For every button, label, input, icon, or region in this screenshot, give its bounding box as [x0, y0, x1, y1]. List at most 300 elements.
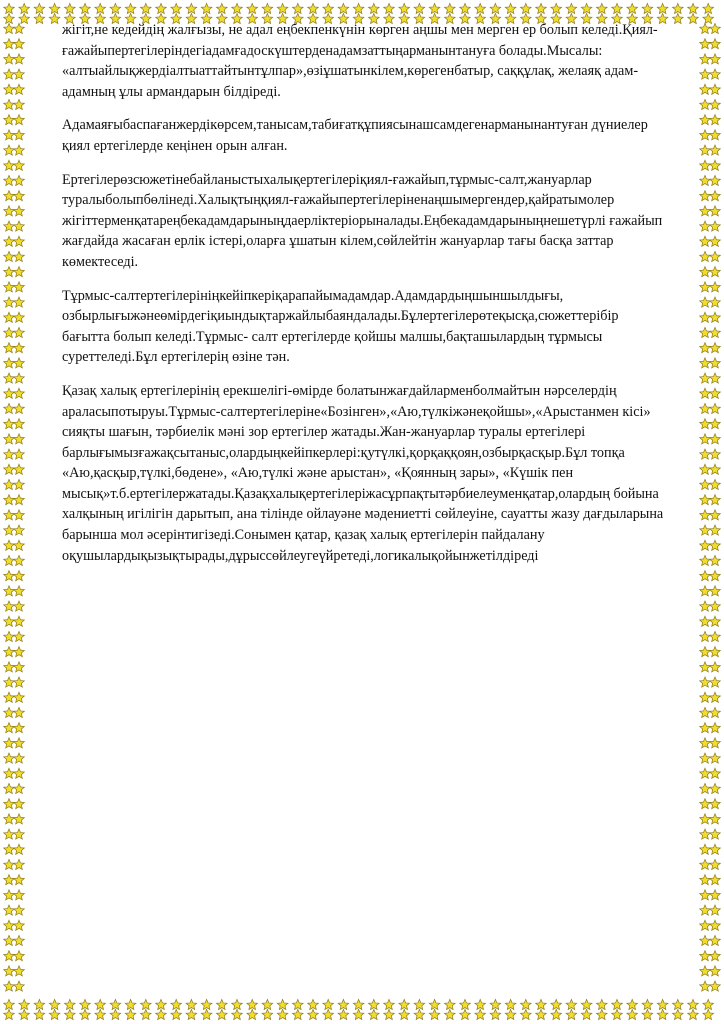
star-icon [49, 999, 60, 1009]
star-icon [125, 1009, 136, 1019]
star-icon [700, 601, 711, 611]
star-icon [700, 23, 711, 33]
star-icon [171, 3, 182, 13]
star-icon [710, 662, 721, 672]
star-icon [14, 251, 25, 261]
star-icon [4, 69, 15, 79]
star-icon [110, 3, 121, 13]
star-icon [710, 327, 721, 337]
star-icon [19, 1009, 30, 1019]
star-icon [14, 555, 25, 565]
star-icon [292, 3, 303, 13]
star-icon [475, 3, 486, 13]
star-icon [14, 145, 25, 155]
star-icon [505, 999, 516, 1009]
star-icon [4, 434, 15, 444]
star-icon [460, 999, 471, 1009]
star-icon [710, 358, 721, 368]
star-icon [710, 571, 721, 581]
star-icon [700, 130, 711, 140]
star-icon [710, 738, 721, 748]
star-icon [14, 935, 25, 945]
star-icon [596, 1009, 607, 1019]
star-icon [710, 115, 721, 125]
star-icon [49, 1009, 60, 1019]
star-icon [688, 1009, 699, 1019]
star-icon [700, 753, 711, 763]
star-icon [710, 464, 721, 474]
star-icon [700, 388, 711, 398]
star-icon [700, 647, 711, 657]
star-icon [399, 999, 410, 1009]
star-icon [34, 999, 45, 1009]
star-icon [490, 3, 501, 13]
star-icon [14, 905, 25, 915]
star-icon [186, 999, 197, 1009]
star-icon [34, 3, 45, 13]
star-icon [4, 859, 15, 869]
star-icon [460, 3, 471, 13]
star-icon [700, 616, 711, 626]
star-icon [277, 3, 288, 13]
star-icon [14, 814, 25, 824]
star-icon [4, 966, 15, 976]
star-icon [4, 555, 15, 565]
paragraph-4: Тұрмыс-салтертегілерініңкейіпкеріқарапайымадамдар.Адамдардыңшыншылдығы, озбырлығыжәнеөмірдегіқиындықтаржайлыбаяндалады.Бұлертегілерөтеқысқа,сюжеттерібір бағытта болып келеді.Тұрмыс- салт ертегілерде қойшы малшы,бақташылардың тұрмысы суреттеледі.Бұл ертегілерің өзіне тән. [62, 287, 619, 366]
star-icon [700, 145, 711, 155]
star-icon [710, 707, 721, 717]
star-icon [4, 935, 15, 945]
star-icon [710, 601, 721, 611]
star-icon [429, 999, 440, 1009]
star-icon [399, 3, 410, 13]
star-icon [700, 419, 711, 429]
star-icon [490, 1009, 501, 1019]
star-icon [700, 267, 711, 277]
star-icon [14, 434, 25, 444]
star-icon [14, 738, 25, 748]
star-icon [125, 3, 136, 13]
star-icon [444, 1009, 455, 1019]
star-icon [710, 130, 721, 140]
star-icon [14, 312, 25, 322]
star-icon [710, 859, 721, 869]
star-icon [4, 23, 15, 33]
star-icon [4, 160, 15, 170]
star-icon [14, 540, 25, 550]
star-icon [14, 191, 25, 201]
star-icon [4, 449, 15, 459]
star-icon [201, 999, 212, 1009]
star-icon [581, 1009, 592, 1019]
star-icon [125, 999, 136, 1009]
star-icon [4, 373, 15, 383]
star-icon [140, 1009, 151, 1019]
star-icon [4, 525, 15, 535]
star-icon [460, 1009, 471, 1019]
star-icon [14, 951, 25, 961]
star-icon [700, 662, 711, 672]
star-icon [700, 571, 711, 581]
star-icon [353, 3, 364, 13]
star-icon [186, 1009, 197, 1019]
star-icon [4, 692, 15, 702]
star-icon [4, 343, 15, 353]
star-icon [703, 13, 714, 23]
star-icon [14, 783, 25, 793]
star-icon [140, 3, 151, 13]
star-icon [710, 221, 721, 231]
star-icon [4, 631, 15, 641]
star-icon [14, 571, 25, 581]
star-icon [475, 999, 486, 1009]
star-icon [700, 951, 711, 961]
star-icon [14, 510, 25, 520]
star-icon [80, 999, 91, 1009]
star-icon [14, 373, 25, 383]
star-icon [700, 434, 711, 444]
star-icon [700, 358, 711, 368]
star-icon [14, 403, 25, 413]
star-icon [490, 999, 501, 1009]
star-icon [368, 3, 379, 13]
star-icon [353, 999, 364, 1009]
star-icon [710, 84, 721, 94]
star-icon [14, 753, 25, 763]
star-icon [710, 23, 721, 33]
star-icon [19, 3, 30, 13]
star-icon [262, 3, 273, 13]
star-icon [4, 586, 15, 596]
star-icon [49, 13, 60, 23]
star-icon [14, 69, 25, 79]
star-icon [700, 464, 711, 474]
star-icon [710, 768, 721, 778]
star-icon [156, 999, 167, 1009]
star-icon [384, 1009, 395, 1019]
star-icon [14, 297, 25, 307]
star-icon [642, 1009, 653, 1019]
star-icon [14, 327, 25, 337]
star-icon [688, 3, 699, 13]
star-icon [551, 3, 562, 13]
star-icon [700, 783, 711, 793]
star-icon [338, 999, 349, 1009]
star-icon [14, 221, 25, 231]
star-icon [710, 753, 721, 763]
star-icon [710, 920, 721, 930]
star-icon [4, 191, 15, 201]
star-icon [14, 647, 25, 657]
star-icon [710, 647, 721, 657]
star-icon [700, 312, 711, 322]
star-icon [700, 495, 711, 505]
star-icon [700, 890, 711, 900]
star-icon [247, 3, 258, 13]
star-icon [700, 707, 711, 717]
star-icon [710, 373, 721, 383]
star-icon [627, 3, 638, 13]
star-icon [700, 814, 711, 824]
star-icon [710, 69, 721, 79]
star-icon [414, 1009, 425, 1019]
star-icon [700, 723, 711, 733]
star-icon [247, 999, 258, 1009]
star-icon [710, 905, 721, 915]
star-icon [14, 662, 25, 672]
star-icon [700, 206, 711, 216]
star-icon [566, 3, 577, 13]
star-icon [277, 999, 288, 1009]
star-icon [710, 419, 721, 429]
star-icon [710, 434, 721, 444]
star-icon [710, 312, 721, 322]
star-icon [14, 115, 25, 125]
star-icon [14, 601, 25, 611]
star-icon [414, 3, 425, 13]
star-icon [444, 999, 455, 1009]
star-icon [4, 814, 15, 824]
star-icon [672, 999, 683, 1009]
star-icon [700, 935, 711, 945]
star-icon [4, 130, 15, 140]
star-icon [700, 692, 711, 702]
paragraph-3: Ертегілерөзсюжетінебайланыстыхалықертегілеріқиял-ғажайып,тұрмыс-салт,жануарлар туралыболыпбөлінеді.Халықтыңқиял-ғажайыпертегілеріненаңшымергендер,қайратымолер жігіттерменқатареңбекадамдарыныңдаерліктеріорыналады.Еңбекадамдарыныңнешетүрлі ғажайып жағдайда жасаған ерлік істері,оларға ұшатын кілем,сөйлейтін жануарлар тағы басқа заттар көмектеседі. [62, 171, 663, 270]
star-icon [4, 115, 15, 125]
star-icon [520, 999, 531, 1009]
star-icon [14, 267, 25, 277]
star-icon [216, 1009, 227, 1019]
star-icon [536, 3, 547, 13]
star-icon [627, 1009, 638, 1019]
star-icon [4, 799, 15, 809]
star-icon [14, 799, 25, 809]
star-icon [14, 631, 25, 641]
star-icon [703, 999, 714, 1009]
star-icon [429, 1009, 440, 1019]
star-icon [710, 525, 721, 535]
star-icon [700, 175, 711, 185]
star-icon [384, 3, 395, 13]
star-icon [4, 3, 15, 13]
star-icon [64, 3, 75, 13]
star-icon [4, 282, 15, 292]
star-icon [688, 999, 699, 1009]
star-icon [80, 3, 91, 13]
star-icon [710, 388, 721, 398]
star-icon [700, 859, 711, 869]
paragraph-5: Қазақ халық ертегілерінің ерекшелігі-өмірде болатынжағдайларменболмайтын нәрселердің араласыпотыруы.Тұрмыс-салтертегілеріне«Бозінген»,«Аю,түлкіжәнеқойшы»,«Арыстанмен кісі» сияқты шағын, тәрбиелік мәні зор ертегілер жатады.Жан-жануарлар туралы ертегілері барлығымызғажақсытаныс,олардыңкейіпкерлері:қутүлкі,қорқаққоян,озбырқасқыр.Бұл топқа «Аю,қасқыр,түлкі,бөдене», «Аю,түлкі және арыстан», «Қоянның зары», «Күшік пен мысық»т.б.ертегілержатады.Қазақхалықертегілеріжасұрпақтытәрбиелеуменқатар,олардың бойына халқының игілігін дарытып, ана тілінде ойлауәне мәдениетті сөйлеуіне, сауатты жазу дағдыларына барынша мол әсерінтигізеді.Сонымен қатар, қазақ халық ертегілерін пайдалану оқушылардықызықтырады,дұрыссөйлеугеүйретеді,логикалықойынжетілдіреді [62, 382, 664, 564]
star-icon [4, 905, 15, 915]
star-icon [700, 84, 711, 94]
star-icon [505, 3, 516, 13]
star-icon [14, 829, 25, 839]
star-icon [700, 221, 711, 231]
star-icon [710, 343, 721, 353]
star-icon [536, 1009, 547, 1019]
star-icon [627, 999, 638, 1009]
star-icon [14, 449, 25, 459]
star-icon [4, 99, 15, 109]
star-icon [14, 160, 25, 170]
star-icon [4, 419, 15, 429]
star-icon [368, 999, 379, 1009]
star-icon [14, 707, 25, 717]
star-icon [232, 999, 243, 1009]
star-icon [700, 768, 711, 778]
star-icon [4, 13, 15, 23]
star-icon [672, 13, 683, 23]
star-icon [700, 191, 711, 201]
star-icon [338, 3, 349, 13]
star-icon [710, 251, 721, 261]
star-icon [201, 3, 212, 13]
star-icon [700, 844, 711, 854]
star-icon [14, 84, 25, 94]
star-icon [429, 3, 440, 13]
star-icon [14, 920, 25, 930]
star-icon [710, 206, 721, 216]
star-icon [703, 3, 714, 13]
star-icon [4, 495, 15, 505]
star-icon [4, 647, 15, 657]
star-icon [700, 69, 711, 79]
star-icon [566, 1009, 577, 1019]
star-icon [323, 3, 334, 13]
star-icon [64, 1009, 75, 1019]
star-icon [700, 510, 711, 520]
star-icon [14, 206, 25, 216]
star-icon [700, 297, 711, 307]
star-icon [710, 145, 721, 155]
star-icon [4, 540, 15, 550]
paragraph-1: жігіт,не кедейдің жалғызы, не адал еңбекпенкүнін көрген аңшы мен мерген ер болып келеді.Қиял-ғажайыпертегілеріндегіадамғадоскүштерденадамзаттыңарманынтануға болады.Мысалы: «алтыайлықжердіалтыаттайтынтұлпар»,өзіұшатынкілем,көрегенбатыр, саққұлақ, желаяқ адам-адамның ұлы армандарын білдіреді. [62, 22, 658, 100]
star-icon [323, 999, 334, 1009]
star-icon [700, 905, 711, 915]
star-icon [710, 267, 721, 277]
star-icon [700, 99, 711, 109]
star-icon [700, 449, 711, 459]
star-icon [14, 358, 25, 368]
star-icon [34, 13, 45, 23]
star-icon [700, 555, 711, 565]
star-icon [700, 282, 711, 292]
star-icon [156, 3, 167, 13]
star-icon [4, 875, 15, 885]
star-icon [4, 358, 15, 368]
star-icon [14, 236, 25, 246]
star-icon [14, 130, 25, 140]
star-icon [186, 3, 197, 13]
star-icon [612, 3, 623, 13]
star-icon [247, 1009, 258, 1019]
star-icon [14, 677, 25, 687]
star-icon [14, 419, 25, 429]
star-icon [710, 175, 721, 185]
star-icon [262, 999, 273, 1009]
star-icon [4, 251, 15, 261]
paragraph-2: Адамаяғыбаспағанжердікөрсем,танысам,табиғатқұпиясынашсамдегенарманынантуған дүниелер қиял ертегілерде кеңінен орын алған. [62, 117, 648, 154]
star-icon [14, 616, 25, 626]
star-icon [338, 1009, 349, 1019]
star-icon [703, 1009, 714, 1019]
star-icon [64, 999, 75, 1009]
star-icon [700, 373, 711, 383]
star-icon [277, 1009, 288, 1019]
star-icon [4, 829, 15, 839]
star-icon [710, 875, 721, 885]
star-icon [232, 3, 243, 13]
star-icon [700, 236, 711, 246]
star-icon [353, 1009, 364, 1019]
star-icon [14, 39, 25, 49]
star-icon [710, 449, 721, 459]
star-icon [14, 175, 25, 185]
star-icon [700, 343, 711, 353]
star-icon [4, 236, 15, 246]
star-icon [14, 282, 25, 292]
star-icon [4, 920, 15, 930]
star-icon [596, 3, 607, 13]
star-icon [700, 479, 711, 489]
star-icon [710, 555, 721, 565]
star-icon [4, 297, 15, 307]
star-icon [710, 495, 721, 505]
star-icon [171, 999, 182, 1009]
star-icon [171, 1009, 182, 1019]
star-icon [657, 1009, 668, 1019]
star-icon [710, 586, 721, 596]
star-icon [710, 479, 721, 489]
star-icon [710, 160, 721, 170]
star-icon [14, 54, 25, 64]
star-icon [688, 13, 699, 23]
star-icon [14, 586, 25, 596]
star-icon [4, 753, 15, 763]
star-icon [4, 510, 15, 520]
star-icon [700, 738, 711, 748]
star-icon [710, 39, 721, 49]
star-icon [19, 13, 30, 23]
star-icon [551, 1009, 562, 1019]
star-icon [612, 1009, 623, 1019]
star-icon [700, 799, 711, 809]
star-icon [710, 814, 721, 824]
star-icon [110, 1009, 121, 1019]
star-icon [384, 999, 395, 1009]
star-icon [19, 999, 30, 1009]
star-icon [710, 692, 721, 702]
star-icon [700, 631, 711, 641]
star-icon [700, 966, 711, 976]
star-icon [475, 1009, 486, 1019]
star-icon [14, 890, 25, 900]
star-icon [700, 586, 711, 596]
star-icon [95, 999, 106, 1009]
star-icon [710, 844, 721, 854]
star-icon [14, 525, 25, 535]
star-icon [710, 951, 721, 961]
star-icon [710, 935, 721, 945]
star-icon [710, 677, 721, 687]
star-icon [520, 1009, 531, 1019]
star-icon [710, 981, 721, 991]
star-icon [14, 464, 25, 474]
star-icon [4, 890, 15, 900]
star-icon [551, 999, 562, 1009]
star-icon [700, 54, 711, 64]
star-icon [14, 981, 25, 991]
